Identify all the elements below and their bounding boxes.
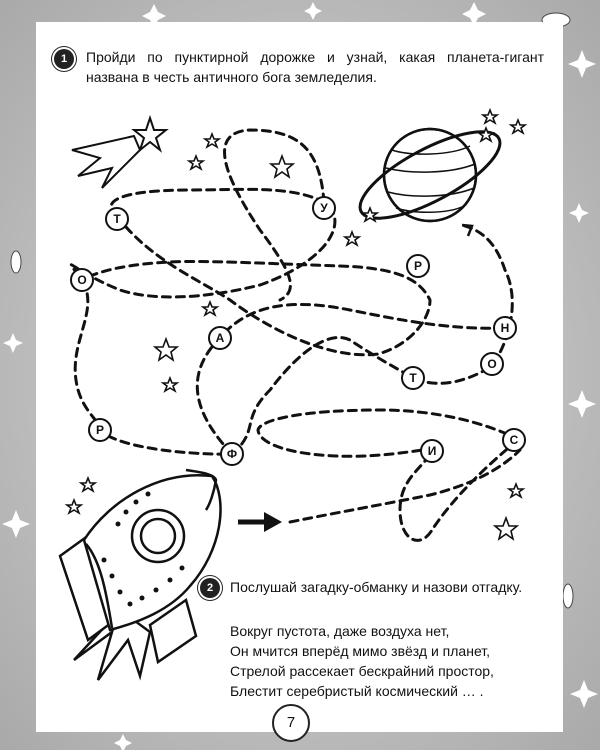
riddle-line: Блестит серебристый космический … . [230, 683, 484, 699]
task1-instructions: Пройди по пунктирной дорожке и узнай, какая планета-гигант названа в честь античного бога земледелия. [86, 49, 544, 85]
maze-letter: Т [105, 207, 129, 231]
maze-letter: У [312, 196, 336, 220]
arrow-icon [238, 512, 282, 532]
rocket-icon [60, 470, 221, 680]
maze-letter: Т [401, 366, 425, 390]
riddle-line: Он мчится вперёд мимо звёзд и планет, [230, 643, 491, 659]
maze-letter: И [420, 439, 444, 463]
maze-letter: О [480, 352, 504, 376]
maze-letter: Р [88, 418, 112, 442]
task-number-badge: 1 [54, 49, 74, 69]
maze-letter: Ф [220, 442, 244, 466]
maze-dashed-path-end [290, 450, 520, 522]
task2-instructions: Послушай загадку-обманку и назови отгадку. [230, 579, 523, 595]
maze-letter: Н [493, 316, 517, 340]
riddle-poem [230, 621, 550, 701]
comet-icon [72, 118, 166, 188]
task-number-badge: 2 [200, 578, 220, 598]
maze-letter: О [70, 268, 94, 292]
maze-letter: С [502, 428, 526, 452]
riddle-line: Стрелой рассекает бескрайний простор, [230, 663, 494, 679]
maze-letter: А [208, 326, 232, 350]
maze-letter: Р [406, 254, 430, 278]
riddle-line: Вокруг пустота, даже воздуха нет, [230, 623, 450, 639]
page-number: 7 [272, 704, 310, 742]
